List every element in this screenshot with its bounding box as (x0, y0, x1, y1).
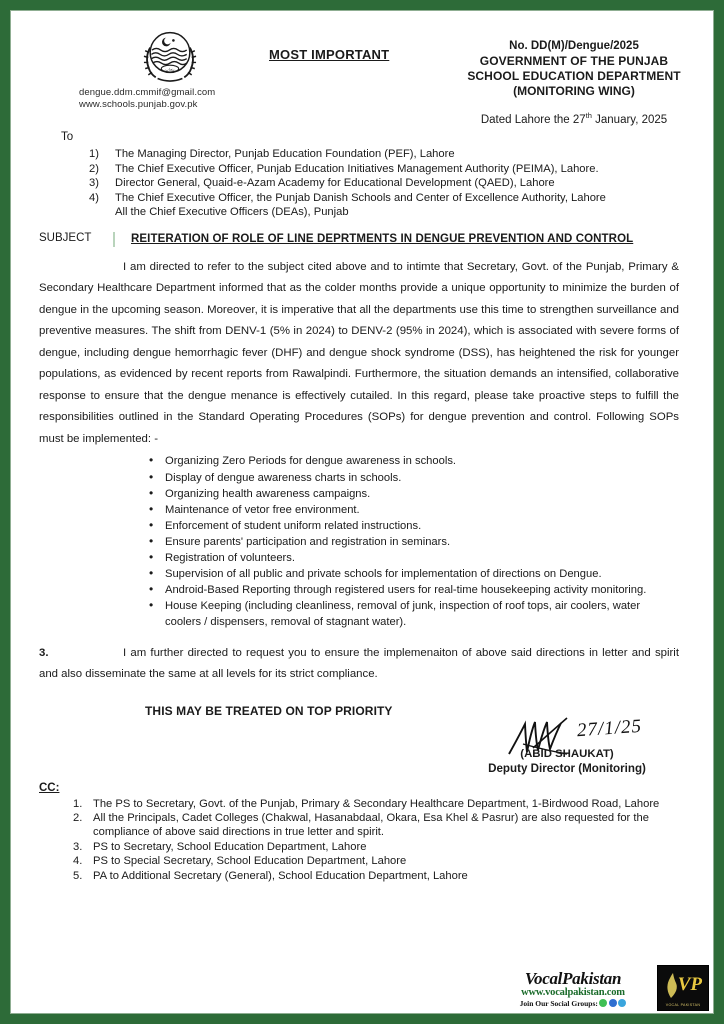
telegram-icon (618, 999, 626, 1007)
cc-item-number: 5. (73, 869, 83, 882)
sop-item: • Organizing Zero Periods for dengue awareness in schools. (149, 454, 687, 470)
addressee-item (89, 162, 687, 177)
watermark-badge-caption: VOCAL PAKISTAN (665, 1003, 701, 1007)
addressee-text: The Chief Executive Officer, the Punjab Danish Schools and Center of Excellence Authority, Lahore (115, 191, 606, 204)
cc-item (73, 797, 687, 811)
cc-item-text: The PS to Secretary, Govt. of the Punjab, Primary & Secondary Healthcare Department, 1-Birdwood Road, Lahore (93, 797, 660, 810)
top-priority-note: THIS MAY BE TREATED ON TOP PRIORITY (145, 703, 393, 718)
contact-email: dengue.ddm.cmmif@gmail.com (79, 87, 216, 98)
facebook-icon (609, 999, 617, 1007)
cc-item-number: 3. (73, 840, 83, 853)
dated-suffix: January, 2025 (591, 113, 668, 126)
cc-list (37, 797, 687, 883)
addressee-number: 3) (89, 177, 99, 190)
punjab-government-emblem-icon (139, 25, 201, 85)
sop-bullet-list (37, 454, 687, 630)
cc-item-text: PA to Additional Secretary (General), School Education Department, Lahore (93, 869, 468, 882)
addressee-number: 4) (89, 191, 99, 204)
addressee-text: The Chief Executive Officer, Punjab Education Initiatives Management Authority (PEIMA), Lahore. (115, 162, 599, 175)
sop-item: • Maintenance of vetor free environment. (149, 503, 687, 519)
reference-number: No. DD(M)/Dengue/2025 (509, 40, 639, 52)
dated-line (429, 108, 714, 128)
subject-row (37, 232, 687, 247)
addressee-list (37, 147, 687, 205)
watermark-url: www.vocalpakistan.com (521, 987, 625, 998)
most-important-heading: MOST IMPORTANT (269, 47, 390, 62)
cc-item-number: 1. (73, 797, 83, 810)
cc-item (73, 811, 687, 840)
subject-text: REITERATION OF ROLE OF LINE DEPRTMENTS IN DENGUE PREVENTION AND CONTROL (131, 232, 634, 245)
sop-item: • Display of dengue awareness charts in schools. (149, 471, 687, 487)
sop-item: • House Keeping (including cleanliness, removal of junk, inspection of roof tops, air coolers, water coolers / dispensers, removal of stagnant water). (149, 599, 687, 630)
contact-details (75, 87, 265, 110)
addressee-text: The Managing Director, Punjab Education Foundation (PEF), Lahore (115, 148, 455, 160)
cc-item-number: 2. (73, 811, 83, 824)
cc-item-number: 4. (73, 855, 83, 868)
contact-website: www.schools.punjab.gov.pk (79, 98, 198, 110)
body-paragraph-1 (37, 257, 687, 451)
sop-item: • Organizing health awareness campaigns. (149, 487, 687, 503)
sop-item: • Ensure parents' participation and registration in seminars. (149, 535, 687, 551)
body-paragraph-3 (37, 643, 687, 686)
wing-line: (MONITORING WING) (513, 84, 635, 98)
handwritten-date: 27/1/25 (576, 715, 643, 741)
cc-item (73, 840, 687, 854)
watermark-monogram: VP (677, 974, 702, 995)
addressee-item (89, 191, 687, 206)
body-paragraph-1-text: I am directed to refer to the subject cited above and to intimte that Secretary, Govt. of the Punjab, Primary & Secondary Healthcare Department informed that as the colder months provide a unique opportunity to minimize the burden of dengue in the upcoming season. Moreover, it is imperative that all the departments use this time to strengthen surveillance and preventive measures. The shift from DENV-1 (5% in 2024) to DENV-2 (95% in 2024), which is associated with severe forms of dengue, including dengue hemorrhagic fever (DHF) and dengue shock syndrome (DSS), has heightened the risk for younger populations, as evidenced by recent reports from Rawalpindi. Furthermore, the situation demands an intensified, collaborative response to ensure that the dengue menance is effectively cutailed. In this regard, please take proactive steps to fulfill the responsibilities outlined in the Standard Operating Procedures (SOPs) for dengue prevention and control. Following SOPs must be implemented: - (39, 260, 679, 445)
sop-item: • Android-Based Reporting through registered users for real-time housekeeping activity monitoring. (149, 583, 687, 599)
header-right-block (429, 39, 714, 128)
leaf-icon (663, 973, 679, 999)
paragraph-3-number: 3. (39, 646, 49, 659)
letter-header (37, 25, 687, 129)
cc-label: CC: (39, 781, 60, 794)
dated-ordinal: th (585, 111, 592, 120)
document-sheet (10, 10, 714, 1014)
svg-text:پنجاب: پنجاب (165, 67, 175, 72)
signature-block (37, 715, 687, 776)
sop-item: • Registration of volunteers. (149, 551, 687, 567)
watermark-text-block (493, 970, 653, 1009)
sop-item: • Supervision of all public and private schools for implementation of directions on Dengue. (149, 567, 687, 583)
whatsapp-icon (599, 999, 607, 1007)
addressee-extra: All the Chief Executive Officers (DEAs), Punjab (115, 206, 349, 219)
signatory-name: (ABID SHAUKAT) (520, 747, 614, 760)
vocalpakistan-watermark (489, 961, 709, 1013)
cc-item-text: All the Principals, Cadet Colleges (Chakwal, Hasanabdaal, Okara, Esa Khel & Pasrur) are also requested for the compliance of above said directions in true letter and spirit. (93, 811, 649, 839)
emblem-block (75, 25, 265, 110)
addressee-text: Director General, Quaid-e-Azam Academy for Educational Development (QAED), Lahore (115, 177, 555, 190)
sop-item: • Enforcement of student uniform related instructions. (149, 519, 687, 535)
watermark-join-text: Join Our Social Groups: (519, 999, 598, 1008)
watermark-badge (657, 965, 709, 1011)
government-line: GOVERNMENT OF THE PUNJAB (479, 54, 669, 68)
subject-divider (113, 232, 115, 247)
body-paragraph-3-text: I am further directed to request you to ensure the implemenaiton of above said directions in letter and spirit and also disseminate the same at all levels for its strict compliance. (39, 646, 679, 680)
addressee-item (89, 147, 687, 162)
cc-item (73, 869, 687, 883)
cc-item-text: PS to Special Secretary, School Education Department, Lahore (93, 855, 407, 868)
dated-prefix: Dated Lahore the 27 (480, 113, 586, 126)
to-label: To (61, 131, 74, 143)
cc-item-text: PS to Secretary, School Education Department, Lahore (93, 840, 367, 853)
watermark-join-line (493, 999, 653, 1009)
addressee-item (89, 176, 687, 191)
subject-label: SUBJECT (39, 231, 92, 244)
department-line: SCHOOL EDUCATION DEPARTMENT (467, 69, 681, 83)
watermark-title: VocalPakistan (524, 969, 622, 988)
addressee-number: 2) (89, 162, 99, 175)
signatory-title: Deputy Director (Monitoring) (488, 761, 646, 775)
cc-item (73, 854, 687, 868)
addressee-number: 1) (89, 148, 99, 160)
